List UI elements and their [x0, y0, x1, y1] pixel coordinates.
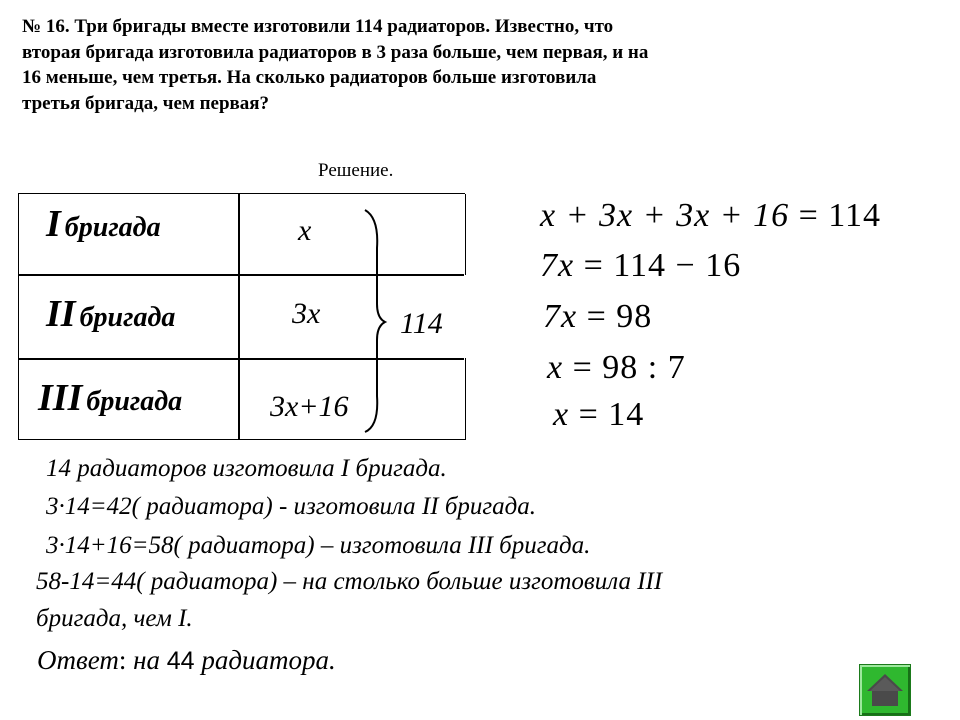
brigade-2-label: II бригада [46, 293, 176, 335]
result-line-3: 3·14+16=58( радиатора) – изготовила III бригада. [46, 532, 591, 559]
problem-line-3: 16 меньше, чем третья. На сколько радиаторов больше изготовила [22, 67, 597, 88]
problem-statement [22, 14, 922, 116]
total-value: 114 [400, 307, 443, 340]
brigade-3-value: 3x+16 [270, 390, 349, 423]
equation-1: x + 3x + 3x + 16 = 114 [540, 197, 882, 234]
brigade-1-label: I бригада [46, 203, 161, 245]
equation-2: 7x = 114 − 16 [540, 247, 742, 284]
house-icon [860, 665, 910, 715]
answer-line: Ответ: на 44 радиатора. [37, 645, 336, 675]
problem-line-1: № 16. Три бригады вместе изготовили 114 радиаторов. Известно, что [22, 16, 614, 37]
equation-5: x = 14 [553, 396, 645, 433]
result-line-4: 58-14=44( радиатора) – на столько больше изготовила III [36, 568, 663, 595]
equation-4: x = 98 : 7 [547, 349, 686, 386]
problem-line-2: вторая бригада изготовила радиаторов в 3 раза больше, чем первая, и на [22, 41, 649, 63]
solution-label: Решение. [318, 160, 394, 181]
brigade-3-label: III бригада [38, 377, 183, 419]
brigade-2-value: 3x [292, 297, 321, 330]
result-line-5: бригада, чем I. [36, 605, 193, 632]
problem-line-4: третья бригада, чем первая? [22, 92, 270, 114]
equation-3: 7x = 98 [543, 298, 653, 335]
result-line-2: 3·14=42( радиатора) - изготовила II бригада. [46, 493, 537, 520]
result-line-1: 14 радиаторов изготовила I бригада. [46, 455, 447, 482]
home-button[interactable] [859, 664, 911, 716]
brigade-1-value: x [298, 214, 312, 247]
right-brace-icon [355, 208, 395, 434]
